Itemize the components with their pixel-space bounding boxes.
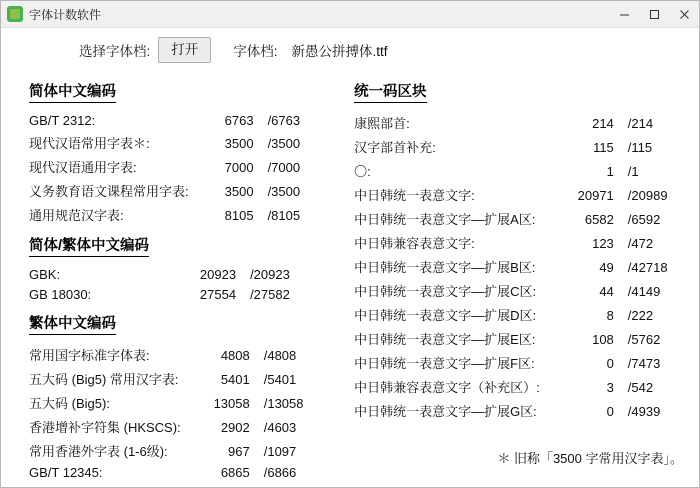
table-row (344, 278, 699, 302)
row-label: 通用规范汉字表: (29, 207, 124, 223)
row-total: /6763 (267, 112, 301, 128)
row-label: 中日韩统一表意文字—扩展D区: (354, 307, 537, 323)
row-count: 0 (606, 403, 614, 419)
row-label: 五大码 (Big5): (29, 395, 110, 411)
choose-font-label: 选择字体档: (79, 44, 151, 59)
row-total: /3500 (267, 135, 301, 151)
table-row (19, 284, 330, 304)
row-label: 中日韩统一表意文字—扩展B区: (354, 259, 536, 275)
row-count: 8105 (224, 207, 254, 223)
minimize-icon (619, 9, 630, 20)
table-row (19, 342, 330, 366)
encoding-table (19, 342, 330, 482)
row-label: 现代汉语通用字表: (29, 159, 137, 175)
row-count: 123 (592, 235, 614, 251)
row-count: 108 (592, 331, 614, 347)
row-label: 常用国字标准字体表: (29, 347, 150, 363)
row-count: 7000 (224, 159, 254, 175)
row-label: 义务教育语文课程常用字表: (29, 183, 189, 199)
table-row (19, 366, 330, 390)
section-title: 简体中文编码 (29, 80, 116, 103)
row-label: 香港增补字符集 (HKSCS): (29, 419, 181, 435)
row-count: 214 (592, 115, 614, 131)
row-total: /542 (627, 379, 654, 395)
minimize-button[interactable] (609, 1, 639, 27)
row-label: 中日韩兼容表意文字: (354, 235, 475, 251)
row-total: /7473 (627, 355, 661, 371)
row-label: 中日韩统一表意文字: (354, 187, 475, 203)
row-label: GB 18030: (29, 286, 92, 302)
row-count: 3500 (224, 183, 254, 199)
row-total: /472 (627, 235, 654, 251)
row-total: /3500 (267, 183, 301, 199)
title-bar (1, 1, 699, 28)
row-label: 中日韩统一表意文字—扩展F区: (354, 355, 535, 371)
table-row (344, 206, 699, 230)
row-total: /4808 (263, 347, 297, 363)
table-row (344, 398, 699, 422)
table-row (344, 182, 699, 206)
footnote: ＊ 旧称「3500 字常用汉字表」。 (497, 451, 683, 466)
table-row (19, 414, 330, 438)
section-title: 繁体中文编码 (29, 312, 116, 335)
row-total: /5762 (627, 331, 661, 347)
row-label: 现代汉语常用字表＊: (29, 135, 150, 151)
row-total: /222 (627, 307, 654, 323)
table-row (344, 350, 699, 374)
row-total: /20923 (250, 266, 290, 282)
maximize-button[interactable] (639, 1, 669, 27)
table-row (19, 438, 330, 462)
row-count: 3 (606, 379, 614, 395)
row-total: /13058 (263, 395, 304, 411)
row-label: 中日韩统一表意文字—扩展G区: (354, 403, 537, 419)
row-label: 中日韩统一表意文字—扩展E区: (354, 331, 536, 347)
table-row (344, 158, 699, 182)
row-count: 967 (228, 443, 250, 459)
table-row (19, 178, 330, 202)
row-label: 汉字部首补充: (354, 139, 436, 155)
row-total: /5401 (263, 371, 297, 387)
row-count: 6763 (224, 112, 254, 128)
row-label: 中日韩统一表意文字—扩展C区: (354, 283, 537, 299)
section-unicode-blocks (344, 78, 699, 422)
row-count: 13058 (213, 395, 250, 411)
row-label: 中日韩统一表意文字—扩展A区: (354, 211, 536, 227)
row-total: /20989 (627, 187, 668, 203)
close-button[interactable] (669, 1, 699, 27)
section-simplified-traditional-encoding (19, 226, 330, 304)
row-count: 4808 (220, 347, 250, 363)
row-total: /6592 (627, 211, 661, 227)
row-count: 3500 (224, 135, 254, 151)
row-total: /4939 (627, 403, 661, 419)
app-logo-icon (7, 6, 23, 22)
table-row (344, 134, 699, 158)
row-total: /214 (627, 115, 654, 131)
table-row (344, 254, 699, 278)
row-label: 〇: (354, 163, 371, 179)
row-total: /6866 (263, 464, 297, 480)
table-row (344, 302, 699, 326)
row-total: /7000 (267, 159, 301, 175)
encoding-table (19, 110, 330, 226)
section-simplified-encoding (19, 78, 330, 226)
row-label: 中日韩兼容表意文字（补充区）: (354, 379, 540, 395)
row-total: /4603 (263, 419, 297, 435)
row-count: 0 (606, 355, 614, 371)
row-count: 6582 (584, 211, 614, 227)
table-row (19, 264, 330, 284)
row-label: GB/T 12345: (29, 464, 103, 480)
row-total: /1 (627, 163, 639, 179)
table-row (344, 230, 699, 254)
section-traditional-encoding (19, 304, 330, 482)
table-row (19, 110, 330, 130)
row-label: 五大码 (Big5) 常用汉字表: (29, 371, 179, 387)
close-icon (679, 9, 690, 20)
table-row (19, 462, 330, 482)
window-controls (609, 1, 699, 27)
table-row (344, 110, 699, 134)
row-total: /8105 (267, 207, 301, 223)
row-total: /42718 (627, 259, 668, 275)
row-total: /1097 (263, 443, 297, 459)
row-label: GB/T 2312: (29, 112, 96, 128)
font-file-name: 新愚公拼搏体.ttf (291, 44, 388, 59)
row-label: GBK: (29, 266, 61, 282)
unicode-block-table (344, 110, 699, 422)
row-count: 5401 (220, 371, 250, 387)
row-count: 1 (606, 163, 614, 179)
row-count: 6865 (220, 464, 250, 480)
table-row (344, 374, 699, 398)
row-count: 20923 (199, 266, 237, 282)
left-column (1, 78, 330, 487)
font-file-label: 字体档: (233, 44, 278, 59)
table-row (19, 202, 330, 226)
row-total: /4149 (627, 283, 661, 299)
row-count: 20971 (577, 187, 614, 203)
row-label: 康熙部首: (354, 115, 410, 131)
row-count: 115 (593, 139, 614, 155)
main-content (1, 72, 699, 487)
right-column (330, 78, 699, 487)
encoding-table (19, 264, 330, 304)
row-count: 8 (606, 307, 614, 323)
table-row (19, 390, 330, 414)
window-title: 字体计数软件 (29, 7, 102, 22)
row-label: 常用香港外字表 (1-6级): (29, 443, 168, 459)
row-count: 27554 (199, 286, 237, 302)
row-count: 2902 (220, 419, 250, 435)
table-row (344, 326, 699, 350)
open-file-button[interactable]: 打开 (158, 37, 211, 63)
section-title: 统一码区块 (354, 80, 427, 103)
section-title: 简体/繁体中文编码 (29, 234, 149, 257)
row-count: 44 (599, 283, 614, 299)
maximize-icon (649, 9, 660, 20)
row-count: 49 (599, 259, 614, 275)
table-row (19, 130, 330, 154)
toolbar (1, 28, 699, 72)
table-row (19, 154, 330, 178)
row-total: /115 (627, 139, 653, 155)
row-total: /27582 (250, 286, 290, 302)
